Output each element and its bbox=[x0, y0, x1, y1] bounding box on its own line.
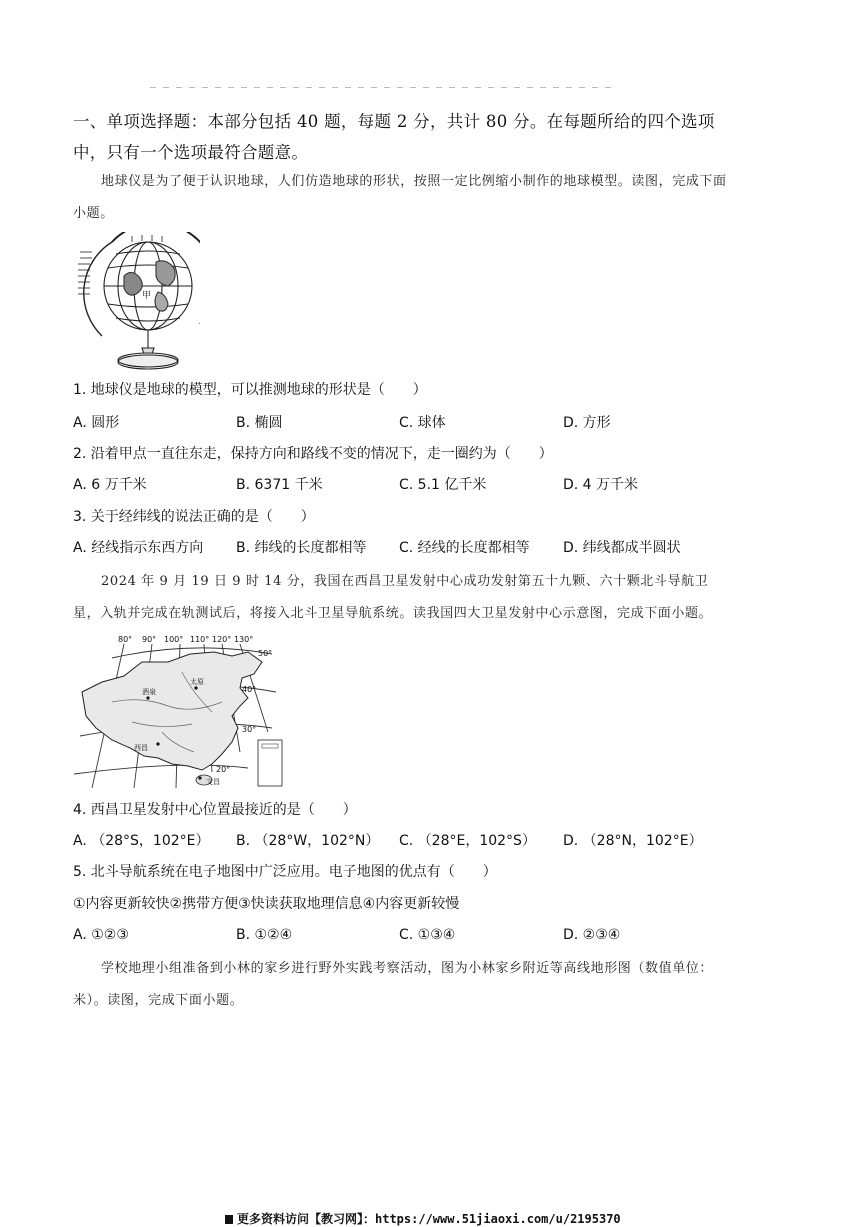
question-3-options bbox=[73, 538, 773, 558]
question-5-options bbox=[73, 925, 773, 945]
question-1: 1. 地球仪是地球的模型，可以推测地球的形状是（ ） bbox=[73, 382, 427, 398]
option-a: A. 圆形 bbox=[73, 415, 120, 431]
globe-mark-label: 甲 bbox=[142, 291, 152, 301]
question-1-options bbox=[73, 413, 773, 433]
lat-label: 20° bbox=[216, 765, 231, 774]
lat-label: 50° bbox=[258, 649, 273, 658]
option-a: A. 经线指示东西方向 bbox=[73, 540, 204, 556]
question-4: 4. 西昌卫星发射中心位置最接近的是（ ） bbox=[73, 802, 357, 818]
option-d: D. 4 万千米 bbox=[563, 477, 639, 493]
lon-label: 130° bbox=[234, 635, 254, 644]
question-5-items: ①内容更新较快②携带方便③快读获取地理信息④内容更新较慢 bbox=[73, 896, 460, 912]
section-title: 一、单项选择题：本部分包括 40 题，每题 2 分，共计 80 分。在每题所给的四个选项中，只有一个选项最符合题意。 bbox=[73, 112, 715, 162]
option-c: C. 球体 bbox=[399, 415, 446, 431]
option-b: B. （28°W，102°N） bbox=[236, 833, 380, 849]
launch-center-map bbox=[72, 632, 304, 792]
footer-link[interactable] bbox=[225, 1210, 621, 1227]
question-2-options bbox=[73, 475, 773, 495]
footer-text: 更多资料访问【教习网】：https://www.51jiaoxi.com/u/2195370 bbox=[237, 1212, 621, 1226]
lat-label: 30° bbox=[242, 725, 257, 734]
intro-satellite: 2024 年 9 月 19 日 9 时 14 分，我国在西昌卫星发射中心成功发射第五十九颗、六十颗北斗导航卫星，入轨并完成在轨测试后，将接入北斗卫星导航系统。读我国四大卫星发射中心示意图，完成下面小题。 bbox=[73, 574, 713, 621]
place-label: 太原 bbox=[190, 678, 204, 686]
option-b: B. ①②④ bbox=[236, 927, 293, 943]
flag-icon bbox=[225, 1215, 233, 1224]
option-a: A. ①②③ bbox=[73, 927, 129, 943]
place-label: 酒泉 bbox=[142, 688, 156, 696]
option-d: D. 纬线都成半圆状 bbox=[563, 540, 681, 556]
question-2: 2. 沿着甲点一直往东走，保持方向和路线不变的情况下，走一圈约为（ ） bbox=[73, 446, 553, 462]
lon-label: 120° bbox=[212, 635, 232, 644]
globe-figure bbox=[72, 232, 200, 372]
option-d: D. 方形 bbox=[563, 415, 611, 431]
option-c: C. 经线的长度都相等 bbox=[399, 540, 530, 556]
option-c: C. （28°E，102°S） bbox=[399, 833, 536, 849]
option-d: D. ②③④ bbox=[563, 927, 621, 943]
option-b: B. 6371 千米 bbox=[236, 477, 323, 493]
option-d: D. （28°N，102°E） bbox=[563, 833, 703, 849]
lon-label: 90° bbox=[142, 635, 157, 644]
lon-label: 110° bbox=[190, 635, 210, 644]
option-a: A. （28°S，102°E） bbox=[73, 833, 210, 849]
question-4-options bbox=[73, 831, 773, 851]
option-c: C. ①③④ bbox=[399, 927, 456, 943]
lon-label: 80° bbox=[118, 635, 133, 644]
intro-globe: 地球仪是为了便于认识地球，人们仿造地球的形状，按照一定比例缩小制作的地球模型。读图，完成下面小题。 bbox=[73, 174, 727, 221]
place-label: 文昌 bbox=[206, 778, 220, 786]
option-a: A. 6 万千米 bbox=[73, 477, 147, 493]
option-b: B. 椭圆 bbox=[236, 415, 283, 431]
lat-label: 40° bbox=[242, 685, 257, 694]
option-c: C. 5.1 亿千米 bbox=[399, 477, 487, 493]
question-5: 5. 北斗导航系统在电子地图中广泛应用。电子地图的优点有（ ） bbox=[73, 864, 497, 880]
lon-label: 100° bbox=[164, 635, 184, 644]
intro-contour: 学校地理小组准备到小林的家乡进行野外实践考察活动，图为小林家乡附近等高线地形图（数值单位：米）。读图，完成下面小题。 bbox=[73, 961, 714, 1008]
place-label: 西昌 bbox=[134, 744, 148, 752]
question-3: 3. 关于经纬线的说法正确的是（ ） bbox=[73, 509, 315, 525]
option-b: B. 纬线的长度都相等 bbox=[236, 540, 367, 556]
faint-header-text bbox=[150, 78, 650, 88]
